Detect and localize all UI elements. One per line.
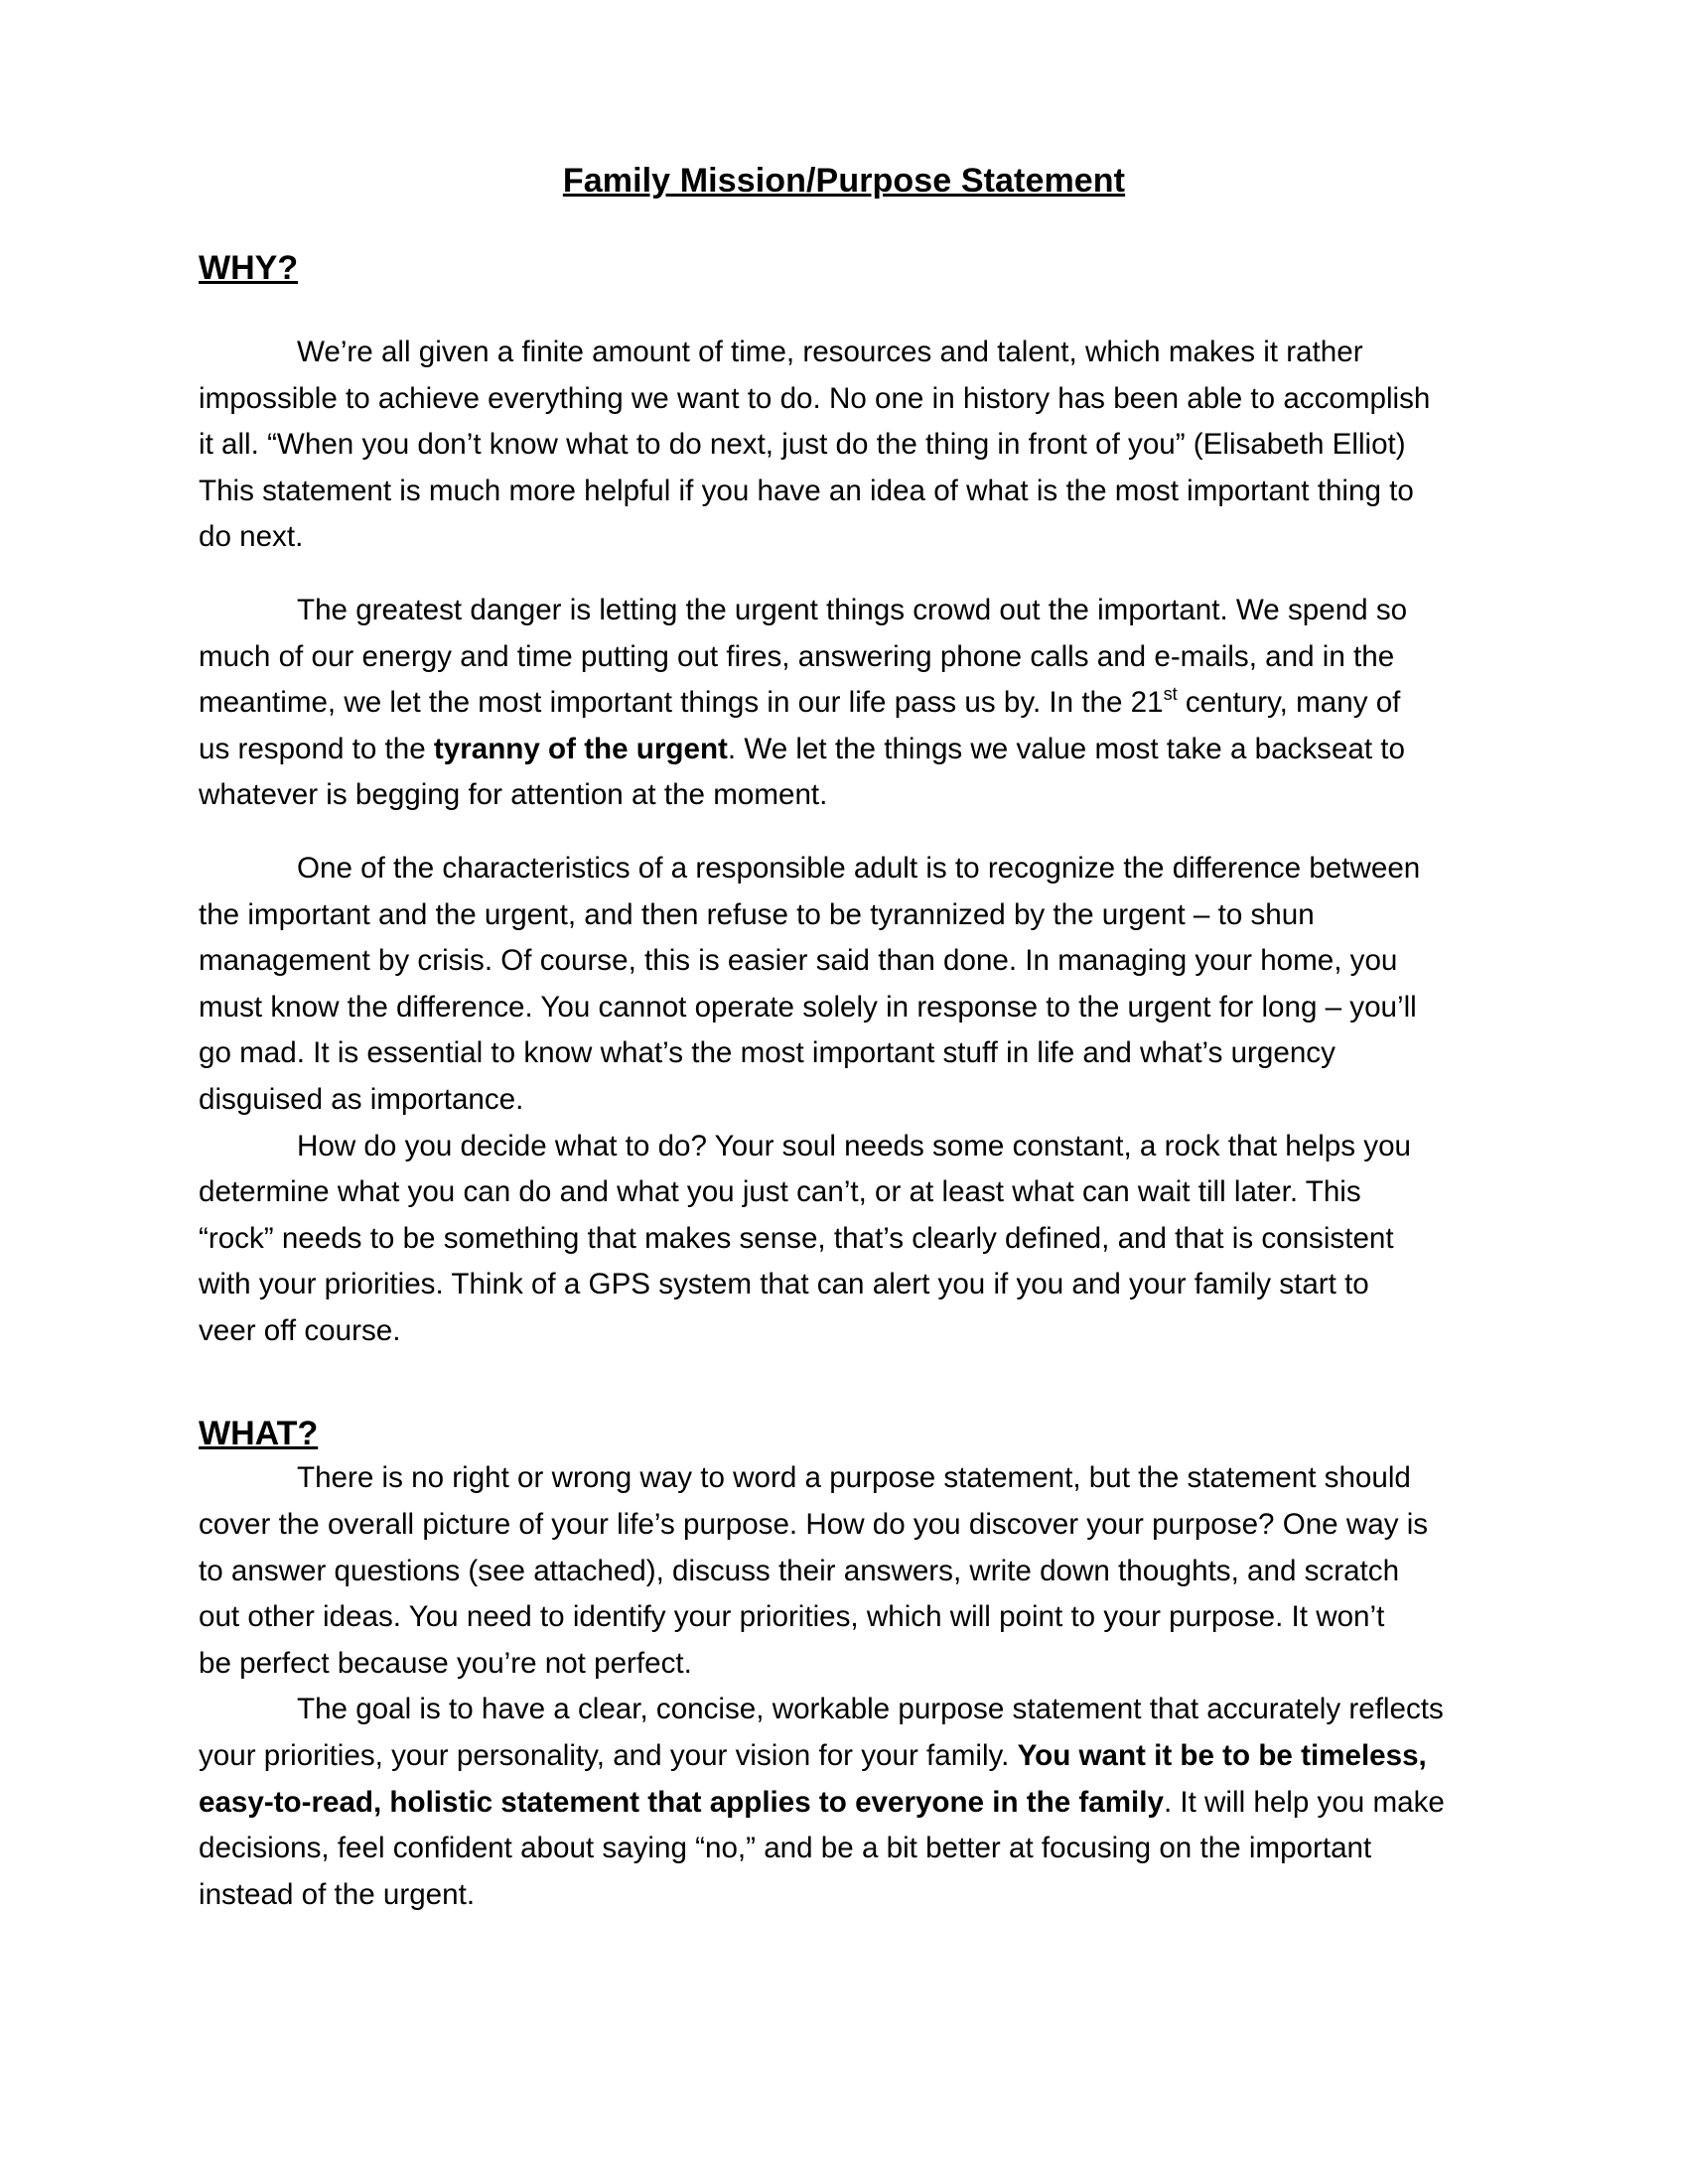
text-line: out other ideas. You need to identify your priorities, which will point to your purpose. It won’t — [199, 1600, 1385, 1634]
text-run: meantime, we let the most important things in our life pass us by. In the 21 — [199, 686, 1164, 720]
what-paragraph-1 — [199, 1455, 1489, 1687]
text-line: it all. “When you don’t know what to do next, just do the thing in front of you” (Elisabeth Elliot) — [199, 428, 1406, 462]
section-heading-what: WHAT? — [199, 1415, 319, 1453]
text-run: . We let the things we value most take a backseat to — [727, 732, 1405, 765]
text-line — [199, 1780, 1489, 1827]
why-paragraph-4 — [199, 1124, 1489, 1355]
text-line: the important and the urgent, and then refuse to be tyrannized by the urgent – to shun — [199, 897, 1315, 931]
text-line: go mad. It is essential to know what’s the most important stuff in life and what’s urgency — [199, 1036, 1336, 1070]
why-paragraph-3 — [199, 846, 1489, 1124]
why-paragraph-2 — [199, 588, 1489, 819]
text-line: This statement is much more helpful if you have an idea of what is the most important thing to — [199, 474, 1414, 507]
text-line: do next. — [199, 520, 304, 554]
text-run: us respond to the — [199, 732, 434, 765]
bold-phrase: You want it be to be timeless, — [1017, 1739, 1427, 1773]
text-line: much of our energy and time putting out fires, answering phone calls and e-mails, and in the — [199, 639, 1395, 673]
text-run: century, many of — [1177, 686, 1401, 720]
text-run: . It will help you make — [1163, 1785, 1445, 1819]
text-line: veer off course. — [199, 1313, 401, 1347]
bold-phrase: easy-to-read, holistic statement that applies to everyone in the family — [199, 1785, 1164, 1819]
text-line: We’re all given a finite amount of time, resources and talent, which makes it rather — [297, 336, 1363, 368]
text-line: decisions, feel confident about saying “no,” and be a bit better at focusing on the important — [199, 1832, 1372, 1865]
text-line: to answer questions (see attached), discuss their answers, write down thoughts, and scratch — [199, 1554, 1400, 1587]
text-line: The greatest danger is letting the urgent things crowd out the important. We spend so — [297, 593, 1408, 626]
text-line: “rock” needs to be something that makes sense, that’s clearly defined, and that is consistent — [199, 1221, 1394, 1255]
text-line: cover the overall picture of your life’s purpose. How do you discover your purpose? One way is — [199, 1508, 1429, 1542]
text-line: One of the characteristics of a responsible adult is to recognize the difference between — [297, 851, 1421, 885]
text-line: with your priorities. Think of a GPS system that can alert you if you and your family start to — [199, 1268, 1369, 1301]
text-line: must know the difference. You cannot operate solely in response to the urgent for long – you’ll — [199, 990, 1417, 1024]
text-line: be perfect because you’re not perfect. — [199, 1646, 692, 1680]
text-line: determine what you can do and what you just can’t, or at least what can wait till later. This — [199, 1175, 1361, 1209]
text-run: your priorities, your personality, and your vision for your family. — [199, 1739, 1018, 1773]
text-line — [199, 727, 1489, 773]
text-line: impossible to achieve everything we want to do. No one in history has been able to accomplish — [199, 381, 1431, 415]
text-line — [199, 1733, 1489, 1780]
text-line — [199, 680, 1489, 727]
text-line: There is no right or wrong way to word a purpose statement, but the statement should — [297, 1461, 1411, 1495]
text-line: disguised as importance. — [199, 1082, 524, 1116]
what-paragraph-2 — [199, 1687, 1489, 1918]
bold-phrase: tyranny of the urgent — [433, 732, 728, 765]
text-line: The goal is to have a clear, concise, workable purpose statement that accurately reflects — [297, 1693, 1444, 1726]
section-heading-why: WHY? — [199, 249, 299, 287]
why-paragraph-1 — [199, 330, 1489, 561]
text-line: How do you decide what to do? Your soul needs some constant, a rock that helps you — [297, 1129, 1411, 1162]
document-page — [199, 159, 1489, 1918]
ordinal-superscript: st — [1163, 684, 1178, 705]
text-line: whatever is begging for attention at the moment. — [199, 778, 828, 812]
text-line: management by crisis. Of course, this is easier said than done. In managing your home, you — [199, 944, 1398, 978]
text-line: instead of the urgent. — [199, 1877, 476, 1911]
document-title: Family Mission/Purpose Statement — [562, 162, 1126, 200]
